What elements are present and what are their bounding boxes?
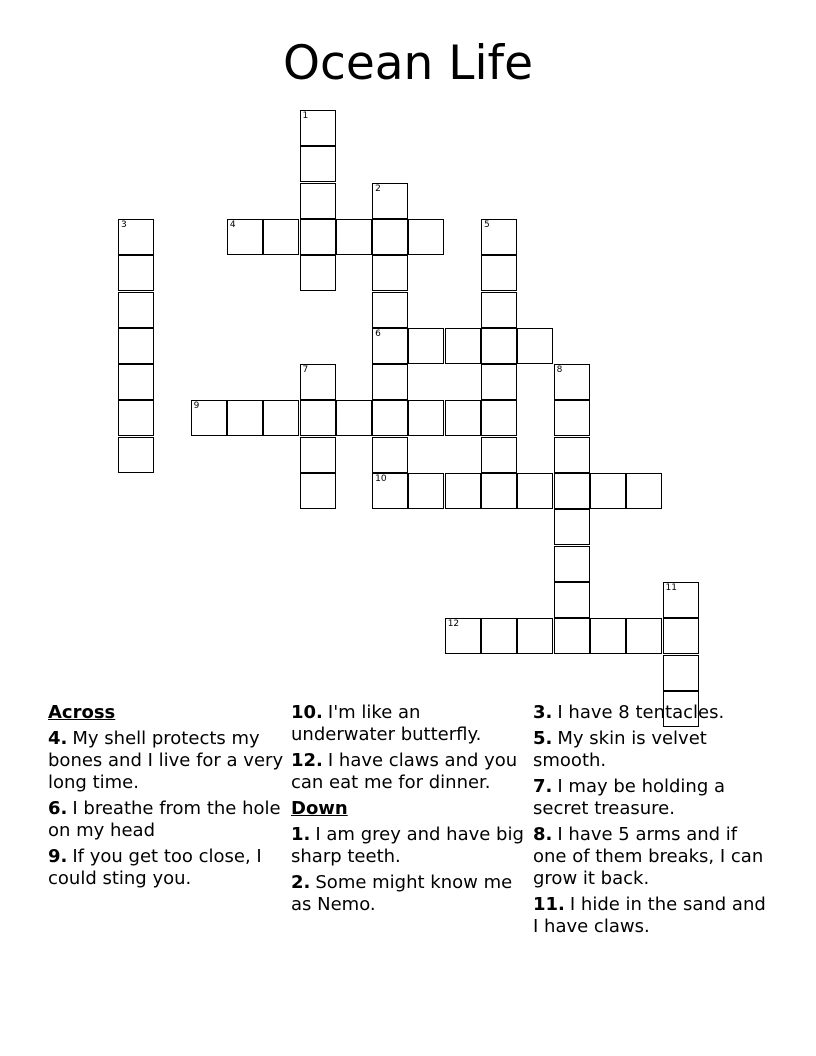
- grid-cell[interactable]: [445, 473, 481, 509]
- grid-cell[interactable]: [300, 219, 336, 255]
- grid-cell[interactable]: [300, 183, 336, 219]
- across-heading: Across: [48, 702, 116, 723]
- clue: [533, 894, 769, 938]
- clue-number: 5.: [533, 728, 553, 749]
- grid-cell[interactable]: [626, 473, 662, 509]
- grid-cell[interactable]: [445, 618, 481, 654]
- grid-cell[interactable]: [372, 473, 408, 509]
- grid-cell[interactable]: [372, 219, 408, 255]
- clue: [533, 728, 769, 772]
- clue-number: 12.: [291, 750, 323, 771]
- grid-cell[interactable]: [300, 110, 336, 146]
- grid-cell[interactable]: [481, 473, 517, 509]
- grid-cell[interactable]: [481, 364, 517, 400]
- cell-number: 7: [302, 365, 309, 376]
- grid-cell[interactable]: [481, 219, 517, 255]
- grid-cell[interactable]: [590, 618, 626, 654]
- cell-number: 1: [302, 111, 309, 121]
- grid-cell[interactable]: [227, 219, 263, 255]
- grid-cell[interactable]: [590, 473, 626, 509]
- clue-text: My shell protects my bones and I live for a very long time.: [48, 728, 284, 793]
- cell-number: 10: [375, 474, 387, 484]
- grid-cell[interactable]: [626, 618, 662, 654]
- grid-cell[interactable]: [554, 582, 590, 618]
- grid-cell[interactable]: [445, 400, 481, 436]
- clue-number: 2.: [291, 872, 311, 893]
- grid-cell[interactable]: [227, 400, 263, 436]
- grid-cell[interactable]: [263, 219, 299, 255]
- clue-text: I have claws and you can eat me for dinner.: [291, 750, 518, 793]
- clue-number: 7.: [533, 776, 553, 797]
- grid-cell[interactable]: [118, 364, 154, 400]
- clue-text: I hide in the sand and I have claws.: [533, 894, 766, 937]
- grid-cell[interactable]: [336, 400, 372, 436]
- grid-cell[interactable]: [372, 364, 408, 400]
- grid-cell[interactable]: [372, 328, 408, 364]
- grid-cell[interactable]: [481, 292, 517, 328]
- clue-number: 10.: [291, 702, 323, 723]
- clue-text: If you get too close, I could sting you.: [48, 846, 262, 889]
- grid-cell[interactable]: [554, 618, 590, 654]
- cell-number: 8: [556, 365, 563, 376]
- grid-cell[interactable]: [336, 219, 372, 255]
- clue-number: 4.: [48, 728, 68, 749]
- grid-cell[interactable]: [300, 364, 336, 400]
- clue-number: 9.: [48, 846, 68, 867]
- clue: [291, 750, 527, 794]
- grid-cell[interactable]: [517, 473, 553, 509]
- grid-cell[interactable]: [481, 437, 517, 473]
- grid-cell[interactable]: [481, 618, 517, 654]
- cell-number: 12: [447, 619, 460, 630]
- grid-cell[interactable]: [408, 328, 444, 364]
- cell-number: 2: [375, 183, 381, 194]
- grid-cell[interactable]: [372, 400, 408, 436]
- clue-number: 11.: [533, 894, 565, 915]
- cell-number: 5: [484, 219, 490, 230]
- clue-text: I may be holding a secret treasure.: [533, 776, 725, 819]
- clue-column-2: [291, 702, 527, 920]
- grid-cell[interactable]: [118, 400, 154, 436]
- grid-cell[interactable]: [300, 437, 336, 473]
- grid-cell[interactable]: [554, 509, 590, 545]
- clue-column-3: [533, 702, 769, 942]
- clue-number: 3.: [533, 702, 553, 723]
- grid-cell[interactable]: [372, 292, 408, 328]
- grid-cell[interactable]: [554, 473, 590, 509]
- grid-cell[interactable]: [554, 400, 590, 436]
- grid-cell[interactable]: [554, 364, 590, 400]
- grid-cell[interactable]: [445, 328, 481, 364]
- cell-number: 6: [375, 328, 381, 339]
- clue: [533, 702, 769, 724]
- grid-cell[interactable]: [300, 400, 336, 436]
- grid-cell[interactable]: [300, 255, 336, 291]
- cell-number: 11: [665, 582, 677, 593]
- grid-cell[interactable]: [408, 219, 444, 255]
- clue-column-1: [48, 702, 284, 894]
- grid-cell[interactable]: [263, 400, 299, 436]
- clue-number: 8.: [533, 824, 553, 845]
- clue-text: My skin is velvet smooth.: [533, 728, 707, 771]
- grid-cell[interactable]: [191, 400, 227, 436]
- grid-cell[interactable]: [554, 437, 590, 473]
- grid-cell[interactable]: [663, 618, 699, 654]
- grid-cell[interactable]: [118, 328, 154, 364]
- clue-text: Some might know me as Nemo.: [291, 872, 513, 915]
- grid-cell[interactable]: [118, 292, 154, 328]
- cell-number: 3: [121, 219, 127, 230]
- grid-cell[interactable]: [481, 400, 517, 436]
- clue-text: I breathe from the hole on my head: [48, 798, 281, 841]
- grid-cell[interactable]: [554, 546, 590, 582]
- cell-number: 9: [193, 401, 200, 412]
- clue: [48, 728, 284, 794]
- grid-cell[interactable]: [663, 655, 699, 691]
- grid-cell[interactable]: [517, 328, 553, 364]
- grid-cell[interactable]: [372, 183, 408, 219]
- grid-cell[interactable]: [408, 400, 444, 436]
- grid-cell[interactable]: [300, 473, 336, 509]
- grid-cell[interactable]: [372, 437, 408, 473]
- grid-cell[interactable]: [481, 255, 517, 291]
- clue-text: I have 5 arms and if one of them breaks, I can grow it back.: [533, 824, 764, 889]
- grid-cell[interactable]: [118, 255, 154, 291]
- clue-text: I have 8 tentacles.: [557, 702, 725, 723]
- down-heading: Down: [291, 798, 348, 819]
- clue-text: I'm like an underwater butterfly.: [291, 702, 482, 745]
- clue: [291, 824, 527, 868]
- grid-cell[interactable]: [300, 146, 336, 182]
- clue: [291, 702, 527, 746]
- grid-cell[interactable]: [118, 437, 154, 473]
- grid-cell[interactable]: [517, 618, 553, 654]
- clue-number: 1.: [291, 824, 311, 845]
- clue-number: 6.: [48, 798, 68, 819]
- grid-cell[interactable]: [372, 255, 408, 291]
- clue: [48, 798, 284, 842]
- clue: [533, 824, 769, 890]
- clue: [533, 776, 769, 820]
- grid-cell[interactable]: [481, 328, 517, 364]
- grid-cell[interactable]: [663, 582, 699, 618]
- cell-number: 4: [229, 219, 236, 230]
- clue-text: I am grey and have big sharp teeth.: [291, 824, 524, 867]
- clue: [291, 872, 527, 916]
- puzzle-title: Ocean Life: [283, 36, 533, 91]
- clue: [48, 846, 284, 890]
- grid-cell[interactable]: [118, 219, 154, 255]
- grid-cell[interactable]: [408, 473, 444, 509]
